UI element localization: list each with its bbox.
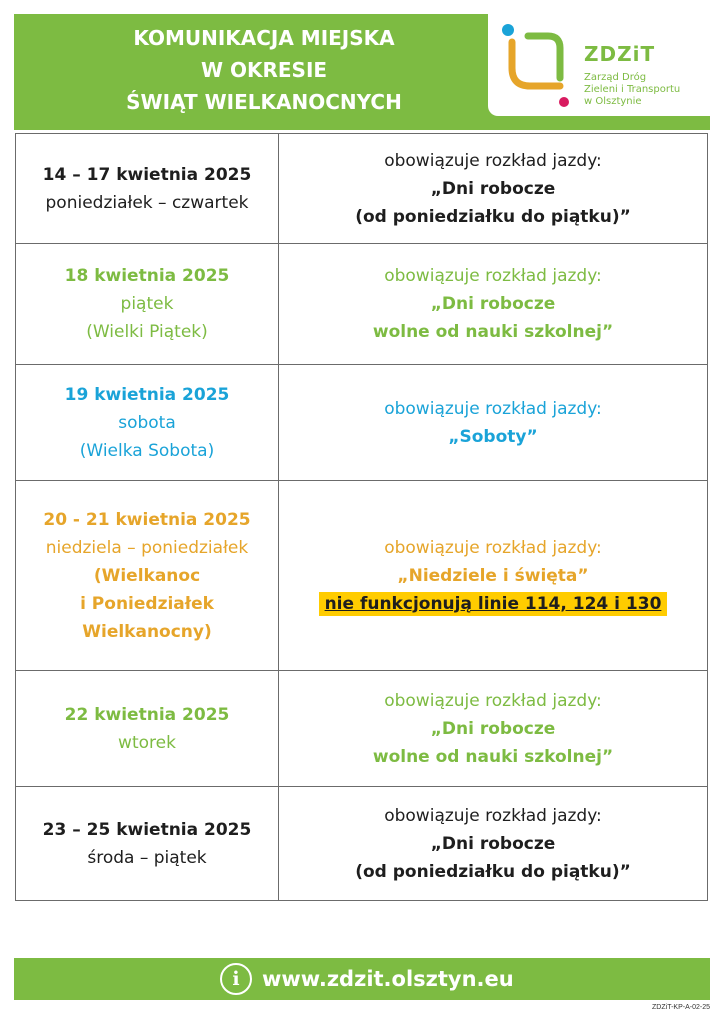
logo-subtitle <box>584 72 704 108</box>
schedule-name: „Dni robocze <box>430 178 556 199</box>
table-row <box>16 671 708 787</box>
date-range: 14 – 17 kwietnia 2025 <box>42 164 252 185</box>
table-row <box>16 244 708 365</box>
date-range: 23 – 25 kwietnia 2025 <box>42 819 252 840</box>
date-cell <box>16 787 279 901</box>
title-line: ŚWIĄT WIELKANOCNYCH <box>126 90 402 114</box>
schedule-cell <box>279 244 708 365</box>
schedule-cell <box>279 787 708 901</box>
table-row <box>16 134 708 244</box>
schedule-name: „Dni robocze <box>430 718 556 739</box>
schedule-name: „Dni robocze <box>430 833 556 854</box>
schedule-intro: obowiązuje rozkład jazdy: <box>384 150 602 171</box>
table-row <box>16 365 708 481</box>
title-line: W OKRESIE <box>200 58 328 82</box>
date-range: 18 kwietnia 2025 <box>64 266 230 286</box>
day-names: (Wielka Sobota) <box>79 440 215 461</box>
holiday-name: Wielkanocny) <box>82 621 212 642</box>
day-names: środa – piątek <box>87 847 207 868</box>
day-names: piątek <box>120 294 174 314</box>
schedule-cell <box>279 481 708 671</box>
line-suspension-notice: nie funkcjonują linie 114, 124 i 130 <box>319 592 668 616</box>
date-cell <box>16 365 279 481</box>
schedule-intro: obowiązuje rozkład jazdy: <box>384 805 602 826</box>
date-cell <box>16 244 279 365</box>
schedule-name: „Dni robocze <box>430 294 556 314</box>
date-range: 19 kwietnia 2025 <box>64 384 230 405</box>
logo-name: ZDZiT <box>584 42 656 66</box>
day-names: (Wielki Piątek) <box>86 322 208 342</box>
page-title <box>84 22 444 118</box>
date-range: 20 - 21 kwietnia 2025 <box>43 509 251 530</box>
day-names: poniedziałek – czwartek <box>45 192 249 213</box>
date-cell <box>16 671 279 787</box>
schedule-cell <box>279 365 708 481</box>
schedule-cell <box>279 134 708 244</box>
schedule-intro: obowiązuje rozkład jazdy: <box>384 690 602 711</box>
schedule-name: wolne od nauki szkolnej” <box>372 746 614 767</box>
title-line: KOMUNIKACJA MIEJSKA <box>133 26 395 50</box>
schedule-intro: obowiązuje rozkład jazdy: <box>384 266 602 286</box>
logo-sub-line: Zarząd Dróg <box>584 72 647 83</box>
holiday-schedule-table <box>15 133 708 901</box>
table-row <box>16 481 708 671</box>
schedule-name: „Niedziele i święta” <box>397 565 589 586</box>
day-names: wtorek <box>118 732 176 753</box>
day-names: niedziela – poniedziałek <box>45 537 249 558</box>
holiday-name: (Wielkanoc <box>93 565 201 586</box>
date-range: 22 kwietnia 2025 <box>64 704 230 725</box>
schedule-intro: obowiązuje rozkład jazdy: <box>384 537 602 558</box>
table-row <box>16 787 708 901</box>
day-names: sobota <box>118 412 176 433</box>
info-icon: i <box>220 963 252 995</box>
schedule-name: (od poniedziałku do piątku)” <box>355 206 631 227</box>
schedule-name: wolne od nauki szkolnej” <box>372 322 614 342</box>
schedule-name: (od poniedziałku do piątku)” <box>355 861 631 882</box>
schedule-intro: obowiązuje rozkład jazdy: <box>384 398 602 419</box>
logo-sub-line: w Olsztynie <box>584 96 642 107</box>
zdzit-logo <box>488 14 710 116</box>
document-code: ZDZiT-KP-A-02-25 <box>652 1004 710 1011</box>
schedule-name: „Soboty” <box>448 426 538 447</box>
date-cell <box>16 481 279 671</box>
date-cell <box>16 134 279 244</box>
holiday-name: i Poniedziałek <box>80 593 214 614</box>
footer-banner <box>14 958 710 1000</box>
schedule-cell <box>279 671 708 787</box>
logo-sub-line: Zieleni i Transportu <box>584 84 681 95</box>
zdzit-logo-mark-icon <box>498 16 570 108</box>
header-banner <box>14 14 710 130</box>
website-link[interactable]: www.zdzit.olsztyn.eu <box>262 967 514 991</box>
